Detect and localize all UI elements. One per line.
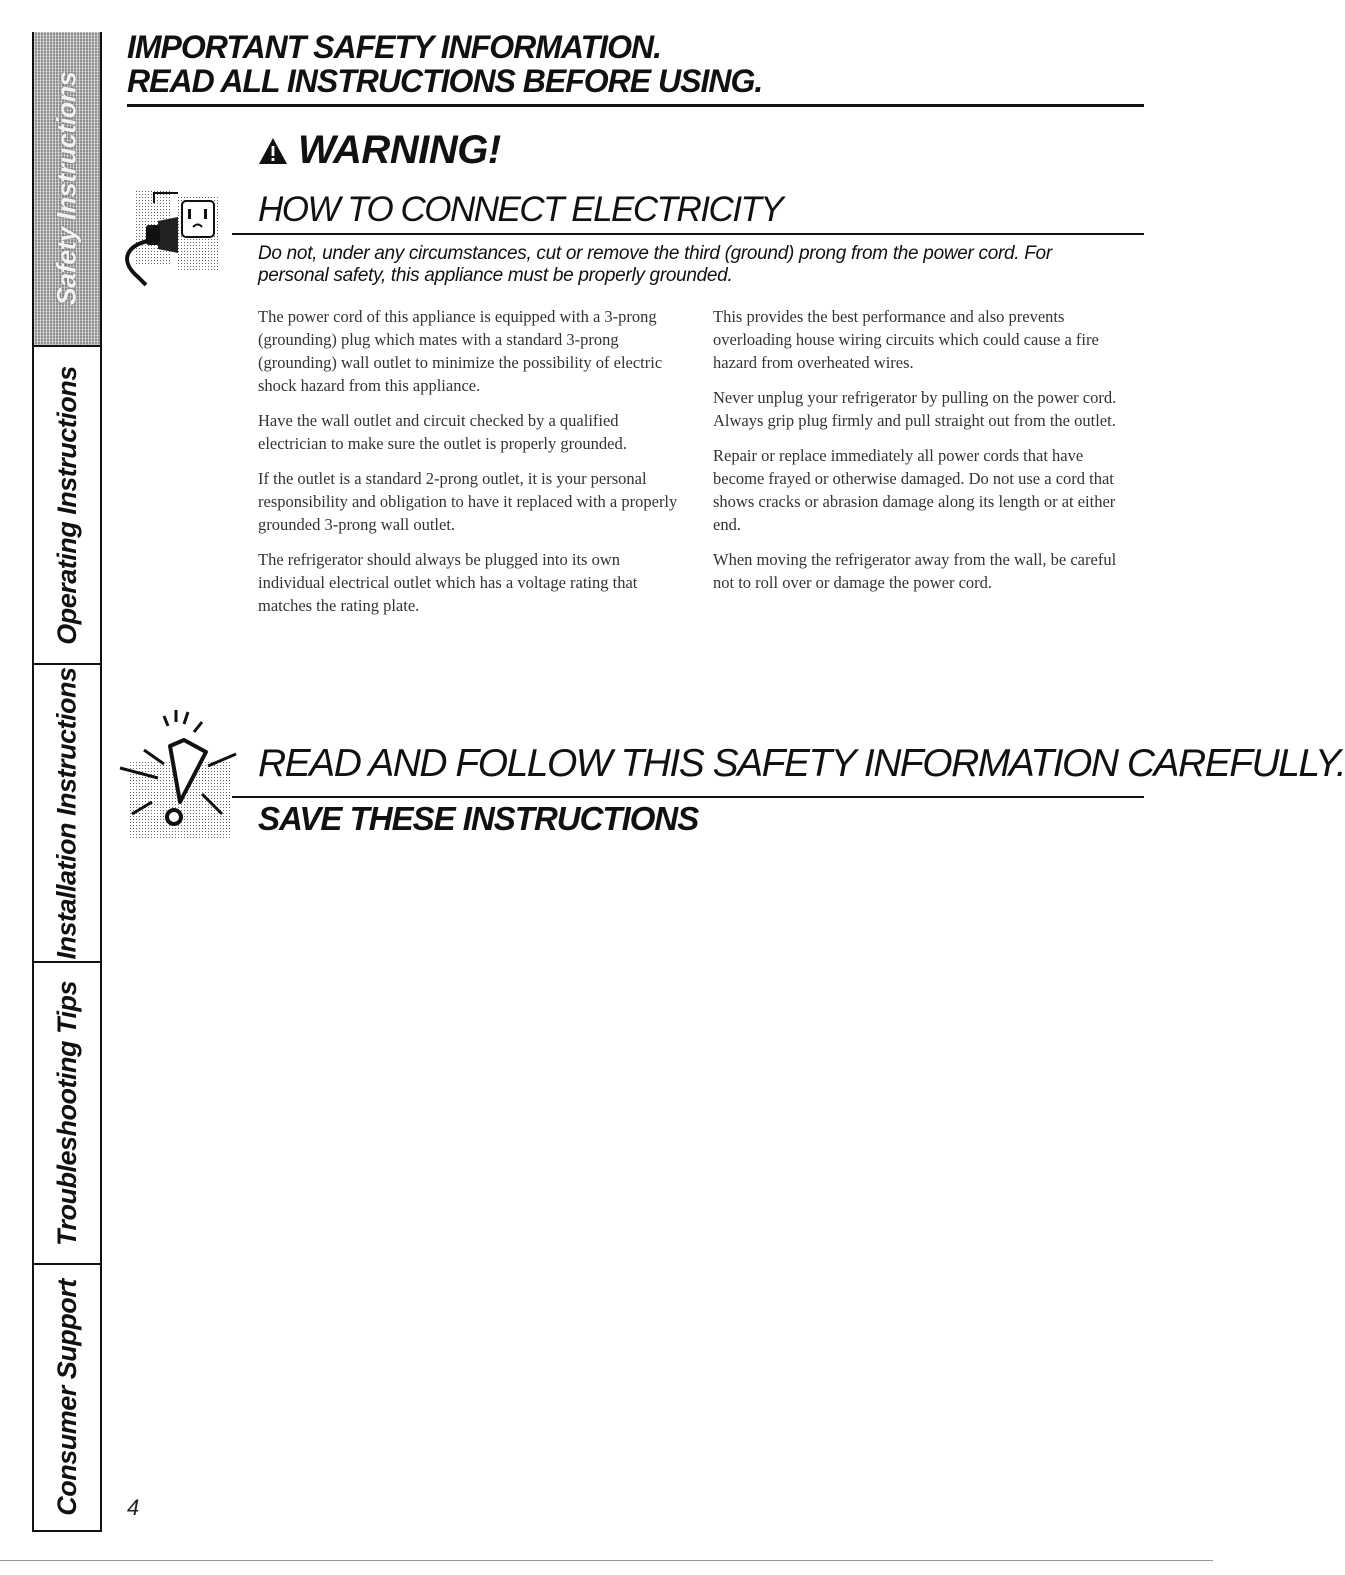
paragraph: Repair or replace immediately all power cords that have become frayed or otherwise damaged. Do not use a cord that shows cracks or abrasion damage along its length or at either end. xyxy=(713,446,1116,534)
tab-label: Safety Instructions xyxy=(51,71,82,306)
right-column xyxy=(713,305,1133,606)
exclamation-alert-icon xyxy=(118,702,248,842)
tab-safety-instructions[interactable] xyxy=(34,32,100,347)
left-column xyxy=(258,305,678,629)
closing-heading: READ AND FOLLOW THIS SAFETY INFORMATION CAREFULLY. xyxy=(258,742,1345,785)
closing-rule xyxy=(232,796,1144,798)
paragraph: The refrigerator should always be plugged into its own individual electrical outlet which has a voltage rating that matches the rating plate. xyxy=(258,550,638,615)
paragraph: This provides the best performance and also prevents overloading house wiring circuits which could cause a fire hazard from overheated wires. xyxy=(713,307,1099,372)
page-number: 4 xyxy=(127,1495,140,1520)
plug-outlet-icon xyxy=(118,185,233,290)
page-header xyxy=(127,30,1147,98)
tab-installation-instructions[interactable] xyxy=(34,665,100,963)
warning-label: WARNING! xyxy=(298,128,501,172)
header-line-1: IMPORTANT SAFETY INFORMATION. xyxy=(127,29,661,65)
paragraph: Have the wall outlet and circuit checked by a qualified electrician to make sure the outlet is properly grounded. xyxy=(258,411,627,453)
tab-label: Consumer Support xyxy=(51,1279,82,1516)
warning-title xyxy=(258,128,501,173)
header-rule xyxy=(127,104,1144,107)
section-heading: HOW TO CONNECT ELECTRICITY xyxy=(258,190,783,229)
paragraph: The power cord of this appliance is equipped with a 3-prong (grounding) plug which mates with a standard 3-prong (grounding) wall outlet to minimize the possibility of electric shock hazard from this appliance. xyxy=(258,307,663,395)
grounding-intro: Do not, under any circumstances, cut or remove the third (ground) prong from the power cord. For personal safety, this appliance must be properly grounded. xyxy=(258,243,1052,286)
tab-label: Troubleshooting Tips xyxy=(51,980,82,1246)
paragraph: If the outlet is a standard 2-prong outlet, it is your personal responsibility and obligation to have it replaced with a properly grounded 3-prong wall outlet. xyxy=(258,469,678,534)
save-instructions: SAVE THESE INSTRUCTIONS xyxy=(258,800,699,837)
paragraph: When moving the refrigerator away from the wall, be careful not to roll over or damage the power cord. xyxy=(713,550,1117,592)
section-rule xyxy=(232,233,1144,235)
section-tabs xyxy=(32,32,102,1532)
header-line-2: READ ALL INSTRUCTIONS BEFORE USING. xyxy=(127,63,763,99)
tab-label: Installation Instructions xyxy=(51,666,82,960)
tab-troubleshooting-tips[interactable] xyxy=(34,963,100,1265)
bottom-rule xyxy=(0,1560,1213,1561)
tab-consumer-support[interactable] xyxy=(34,1265,100,1532)
tab-operating-instructions[interactable] xyxy=(34,347,100,665)
paragraph: Never unplug your refrigerator by pulling on the power cord. Always grip plug firmly and pull straight out from the outlet. xyxy=(713,388,1117,430)
warning-triangle-icon xyxy=(258,137,288,165)
tab-label: Operating Instructions xyxy=(51,365,82,645)
